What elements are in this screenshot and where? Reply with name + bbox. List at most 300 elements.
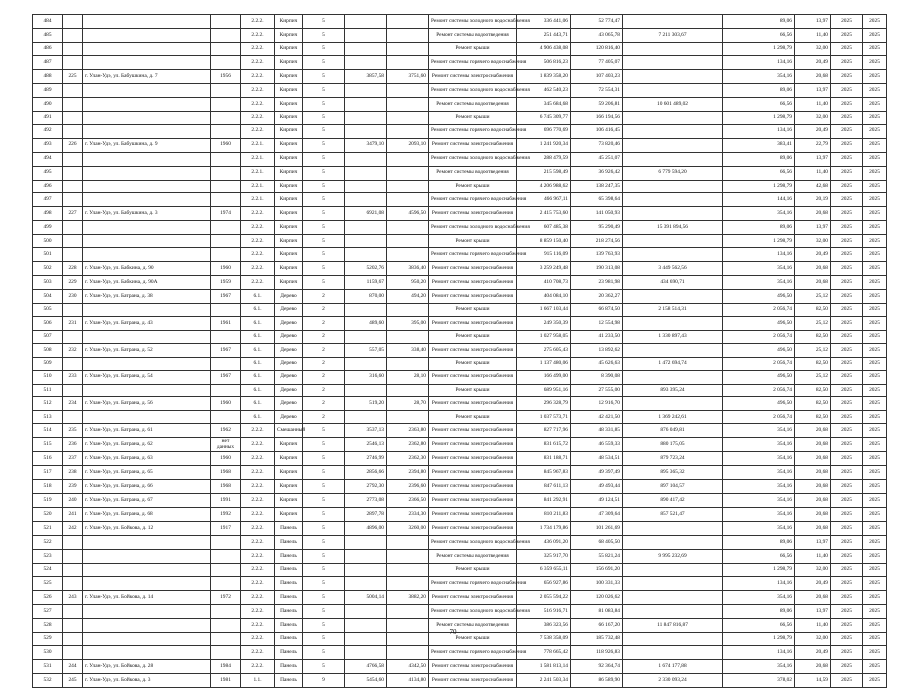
work-cost-cell: 656 927,86: [517, 576, 571, 590]
unit-control-cost-cell: 20,68: [795, 659, 831, 673]
total-area-cell: [345, 124, 387, 138]
unit-control-cost-cell: 13,97: [795, 221, 831, 235]
work-cost-cell: 827 717,96: [517, 424, 571, 438]
wall-material-cell: Дерево: [275, 290, 303, 304]
table-row: [33, 480, 887, 494]
house-total-cost-cell: 3 449 562,56: [623, 262, 723, 276]
total-area-cell: [345, 304, 387, 317]
floors-cell: 5: [303, 248, 345, 262]
unit-cost-cell: 2 056,74: [723, 411, 795, 424]
year-built-cell: [211, 550, 241, 564]
plan-start-year-cell: 2025: [831, 43, 863, 56]
total-area-cell: [345, 83, 387, 97]
house-total-cost-cell: 880 175,05: [623, 438, 723, 452]
house-total-cost-cell: 15 391 894,56: [623, 221, 723, 235]
plan-end-year-cell: 2025: [863, 330, 887, 343]
living-area-cell: 2093,10: [387, 138, 429, 152]
address-cell: [83, 43, 211, 56]
address-cell: [83, 645, 211, 659]
control-cost-cell: 86 589,90: [571, 673, 623, 687]
living-area-cell: 494,20: [387, 290, 429, 304]
house-total-cost-cell: [623, 343, 723, 357]
house-number-cell: 241: [63, 508, 83, 522]
work-cost-cell: 831 615,72: [517, 438, 571, 452]
unit-control-cost-cell: 82,50: [795, 411, 831, 424]
plan-end-year-cell: 2025: [863, 357, 887, 370]
address-cell: г. Улан-Удэ, ул. Батрана, д. 52: [83, 343, 211, 357]
house-number-cell: [63, 15, 83, 29]
year-built-cell: 1959: [211, 276, 241, 290]
year-built-cell: 1956: [211, 69, 241, 83]
living-area-cell: 4134,80: [387, 673, 429, 687]
row-number-cell: 502: [33, 262, 63, 276]
wall-material-cell: Кирпич: [275, 207, 303, 221]
table-row: [33, 262, 887, 276]
row-number-cell: 495: [33, 166, 63, 180]
wall-material-cell: Кирпич: [275, 276, 303, 290]
table-row: [33, 111, 887, 124]
living-area-cell: [387, 180, 429, 193]
house-total-cost-cell: [623, 645, 723, 659]
address-cell: [83, 536, 211, 550]
work-cost-cell: 845 967,83: [517, 466, 571, 480]
floors-cell: 2: [303, 304, 345, 317]
control-cost-cell: 107 403,23: [571, 69, 623, 83]
wall-material-cell: Кирпич: [275, 152, 303, 166]
unit-cost-cell: 1 298,79: [723, 235, 795, 248]
work-cost-cell: 336 441,06: [517, 15, 571, 29]
wall-material-cell: Кирпич: [275, 29, 303, 43]
address-cell: г. Улан-Удэ, ул. Бойкова, д. 3: [83, 673, 211, 687]
house-type-cell: 2.2.2.: [241, 276, 275, 290]
house-number-cell: [63, 604, 83, 618]
year-built-cell: [211, 564, 241, 577]
house-number-cell: [63, 180, 83, 193]
unit-control-cost-cell: 20,68: [795, 452, 831, 466]
unit-control-cost-cell: 82,50: [795, 304, 831, 317]
row-number-cell: 491: [33, 111, 63, 124]
floors-cell: 5: [303, 480, 345, 494]
plan-start-year-cell: 2025: [831, 618, 863, 632]
house-total-cost-cell: 895 365,32: [623, 466, 723, 480]
total-area-cell: 3857,58: [345, 69, 387, 83]
year-built-cell: [211, 357, 241, 370]
work-cost-cell: 466 967,11: [517, 193, 571, 207]
row-number-cell: 509: [33, 357, 63, 370]
plan-end-year-cell: 2025: [863, 397, 887, 411]
plan-end-year-cell: 2025: [863, 576, 887, 590]
unit-cost-cell: 354,16: [723, 494, 795, 508]
house-type-cell: 2.2.2.: [241, 69, 275, 83]
work-cost-cell: 7 538 358,09: [517, 632, 571, 645]
work-type-cell: Ремонт крыши: [429, 384, 517, 397]
unit-cost-cell: 134,16: [723, 645, 795, 659]
work-cost-cell: 915 116,09: [517, 248, 571, 262]
unit-cost-cell: 496,50: [723, 397, 795, 411]
house-number-cell: [63, 564, 83, 577]
work-cost-cell: 345 684,68: [517, 97, 571, 111]
house-total-cost-cell: [623, 370, 723, 384]
table-row: [33, 29, 887, 43]
house-type-cell: 2.2.2.: [241, 480, 275, 494]
house-total-cost-cell: [623, 124, 723, 138]
control-cost-cell: 118 926,83: [571, 645, 623, 659]
living-area-cell: 2394,80: [387, 466, 429, 480]
work-cost-cell: 2 415 753,60: [517, 207, 571, 221]
floors-cell: 2: [303, 411, 345, 424]
house-total-cost-cell: [623, 152, 723, 166]
work-cost-cell: 1 734 179,86: [517, 522, 571, 536]
plan-end-year-cell: 2025: [863, 124, 887, 138]
wall-material-cell: Кирпич: [275, 193, 303, 207]
plan-start-year-cell: 2025: [831, 124, 863, 138]
work-type-cell: Ремонт крыши: [429, 43, 517, 56]
control-cost-cell: 43 065,78: [571, 29, 623, 43]
address-cell: г. Улан-Удэ, ул. Батрана, д. 63: [83, 452, 211, 466]
address-cell: г. Улан-Удэ, ул. Батрана, д. 67: [83, 494, 211, 508]
plan-end-year-cell: 2025: [863, 111, 887, 124]
unit-cost-cell: 354,16: [723, 659, 795, 673]
house-type-cell: 2.2.2.: [241, 235, 275, 248]
total-area-cell: 5202,76: [345, 262, 387, 276]
control-cost-cell: 45 626,63: [571, 357, 623, 370]
work-type-cell: Ремонт системы водоотведения: [429, 618, 517, 632]
house-number-cell: 243: [63, 590, 83, 604]
plan-start-year-cell: 2025: [831, 330, 863, 343]
total-area-cell: [345, 357, 387, 370]
living-area-cell: [387, 235, 429, 248]
address-cell: г. Улан-Удэ, ул. Бойкова, д. 28: [83, 659, 211, 673]
house-number-cell: [63, 166, 83, 180]
house-total-cost-cell: 9 995 232,69: [623, 550, 723, 564]
row-number-cell: 488: [33, 69, 63, 83]
plan-end-year-cell: 2025: [863, 29, 887, 43]
address-cell: [83, 55, 211, 69]
living-area-cell: [387, 564, 429, 577]
address-cell: [83, 357, 211, 370]
living-area-cell: [387, 550, 429, 564]
row-number-cell: 520: [33, 508, 63, 522]
total-area-cell: [345, 43, 387, 56]
work-cost-cell: 516 916,71: [517, 604, 571, 618]
table-row: [33, 290, 887, 304]
floors-cell: 9: [303, 673, 345, 687]
plan-end-year-cell: 2025: [863, 466, 887, 480]
wall-material-cell: Кирпич: [275, 83, 303, 97]
floors-cell: 5: [303, 55, 345, 69]
house-number-cell: 237: [63, 452, 83, 466]
floors-cell: 2: [303, 357, 345, 370]
floors-cell: 5: [303, 180, 345, 193]
total-area-cell: 2773,08: [345, 494, 387, 508]
address-cell: г. Улан-Удэ, ул. Батрана, д. 62: [83, 438, 211, 452]
work-cost-cell: 831 188,71: [517, 452, 571, 466]
house-type-cell: 2.2.2.: [241, 83, 275, 97]
house-type-cell: 2.2.2.: [241, 564, 275, 577]
control-cost-cell: 218 274,56: [571, 235, 623, 248]
control-cost-cell: 12 916,70: [571, 397, 623, 411]
row-number-cell: 529: [33, 632, 63, 645]
address-cell: [83, 604, 211, 618]
living-area-cell: 2366,50: [387, 494, 429, 508]
floors-cell: 5: [303, 152, 345, 166]
address-cell: г. Улан-Удэ, ул. Батрана, д. 68: [83, 508, 211, 522]
work-cost-cell: 1 839 358,20: [517, 69, 571, 83]
plan-end-year-cell: 2025: [863, 384, 887, 397]
house-total-cost-cell: [623, 55, 723, 69]
address-cell: г. Улан-Удэ, ул. Батрана, д. 56: [83, 397, 211, 411]
house-type-cell: 2.2.2.: [241, 97, 275, 111]
unit-control-cost-cell: 82,50: [795, 357, 831, 370]
unit-control-cost-cell: 20,68: [795, 494, 831, 508]
address-cell: [83, 152, 211, 166]
address-cell: г. Улан-Удэ, ул. Бабкина, д. 90А: [83, 276, 211, 290]
floors-cell: 5: [303, 659, 345, 673]
plan-start-year-cell: 2025: [831, 494, 863, 508]
plan-end-year-cell: 2025: [863, 645, 887, 659]
living-area-cell: [387, 411, 429, 424]
unit-cost-cell: 2 056,74: [723, 357, 795, 370]
total-area-cell: 2746,99: [345, 452, 387, 466]
plan-start-year-cell: 2025: [831, 83, 863, 97]
living-area-cell: [387, 124, 429, 138]
house-type-cell: 1.1.: [241, 673, 275, 687]
control-cost-cell: 23 981,98: [571, 276, 623, 290]
floors-cell: 5: [303, 207, 345, 221]
house-number-cell: [63, 235, 83, 248]
floors-cell: 5: [303, 466, 345, 480]
plan-start-year-cell: 2025: [831, 248, 863, 262]
unit-cost-cell: 2 056,74: [723, 304, 795, 317]
work-type-cell: Ремонт системы электроснабжения: [429, 466, 517, 480]
living-area-cell: [387, 304, 429, 317]
floors-cell: 5: [303, 645, 345, 659]
year-built-cell: [211, 97, 241, 111]
house-type-cell: 2.2.2.: [241, 508, 275, 522]
plan-start-year-cell: 2025: [831, 166, 863, 180]
wall-material-cell: Панель: [275, 673, 303, 687]
unit-control-cost-cell: 20,68: [795, 590, 831, 604]
address-cell: [83, 330, 211, 343]
work-type-cell: Ремонт системы электроснабжения: [429, 494, 517, 508]
house-number-cell: 239: [63, 480, 83, 494]
plan-end-year-cell: 2025: [863, 564, 887, 577]
house-type-cell: 2.2.2.: [241, 207, 275, 221]
wall-material-cell: Кирпич: [275, 466, 303, 480]
house-number-cell: 228: [63, 262, 83, 276]
living-area-cell: 395,00: [387, 316, 429, 330]
floors-cell: 5: [303, 221, 345, 235]
year-built-cell: [211, 576, 241, 590]
unit-control-cost-cell: 20,68: [795, 438, 831, 452]
house-number-cell: [63, 111, 83, 124]
house-total-cost-cell: [623, 248, 723, 262]
plan-end-year-cell: 2025: [863, 97, 887, 111]
house-total-cost-cell: [623, 138, 723, 152]
control-cost-cell: 120 026,62: [571, 590, 623, 604]
year-built-cell: 1960: [211, 138, 241, 152]
plan-start-year-cell: 2025: [831, 590, 863, 604]
address-cell: г. Улан-Удэ, ул. Батрана, д. 65: [83, 466, 211, 480]
row-number-cell: 505: [33, 304, 63, 317]
wall-material-cell: Дерево: [275, 397, 303, 411]
year-built-cell: [211, 235, 241, 248]
unit-control-cost-cell: 14,59: [795, 673, 831, 687]
control-cost-cell: 12 554,98: [571, 316, 623, 330]
wall-material-cell: Дерево: [275, 384, 303, 397]
house-number-cell: 240: [63, 494, 83, 508]
work-cost-cell: 325 917,70: [517, 550, 571, 564]
year-built-cell: [211, 248, 241, 262]
unit-control-cost-cell: 13,97: [795, 152, 831, 166]
floors-cell: 5: [303, 522, 345, 536]
unit-cost-cell: 1 298,79: [723, 632, 795, 645]
work-type-cell: Ремонт системы холодного водоснабжения: [429, 83, 517, 97]
control-cost-cell: 81 083,84: [571, 604, 623, 618]
floors-cell: 2: [303, 343, 345, 357]
work-cost-cell: 462 540,23: [517, 83, 571, 97]
unit-control-cost-cell: 20,68: [795, 276, 831, 290]
address-cell: [83, 304, 211, 317]
control-cost-cell: 20 362,27: [571, 290, 623, 304]
control-cost-cell: 45 251,07: [571, 152, 623, 166]
floors-cell: 5: [303, 166, 345, 180]
total-area-cell: 316,60: [345, 370, 387, 384]
work-type-cell: Ремонт системы электроснабжения: [429, 452, 517, 466]
unit-cost-cell: 66,56: [723, 550, 795, 564]
plan-end-year-cell: 2025: [863, 316, 887, 330]
address-cell: [83, 248, 211, 262]
wall-material-cell: Кирпич: [275, 438, 303, 452]
total-area-cell: 2792,30: [345, 480, 387, 494]
table-row: [33, 357, 887, 370]
wall-material-cell: Кирпич: [275, 180, 303, 193]
house-total-cost-cell: [623, 604, 723, 618]
work-cost-cell: 1 667 103,44: [517, 304, 571, 317]
house-number-cell: 230: [63, 290, 83, 304]
year-built-cell: [211, 384, 241, 397]
total-area-cell: 6921,08: [345, 207, 387, 221]
wall-material-cell: Панель: [275, 590, 303, 604]
house-type-cell: 2.2.1.: [241, 138, 275, 152]
wall-material-cell: Кирпич: [275, 69, 303, 83]
house-number-cell: 236: [63, 438, 83, 452]
unit-cost-cell: 378,02: [723, 673, 795, 687]
year-built-cell: 1967: [211, 370, 241, 384]
table-row: [33, 604, 887, 618]
work-type-cell: Ремонт системы электроснабжения: [429, 276, 517, 290]
total-area-cell: [345, 550, 387, 564]
house-total-cost-cell: 879 723,24: [623, 452, 723, 466]
house-number-cell: [63, 152, 83, 166]
work-type-cell: Ремонт системы электроснабжения: [429, 262, 517, 276]
total-area-cell: [345, 384, 387, 397]
year-built-cell: [211, 152, 241, 166]
work-type-cell: Ремонт крыши: [429, 632, 517, 645]
house-number-cell: [63, 411, 83, 424]
plan-end-year-cell: 2025: [863, 138, 887, 152]
house-type-cell: 6.1.: [241, 357, 275, 370]
plan-end-year-cell: 2025: [863, 15, 887, 29]
house-type-cell: 2.2.2.: [241, 262, 275, 276]
year-built-cell: [211, 29, 241, 43]
house-total-cost-cell: 857 521,47: [623, 508, 723, 522]
row-number-cell: 487: [33, 55, 63, 69]
control-cost-cell: 68 405,50: [571, 536, 623, 550]
house-number-cell: 225: [63, 69, 83, 83]
plan-start-year-cell: 2025: [831, 343, 863, 357]
house-total-cost-cell: [623, 536, 723, 550]
work-cost-cell: 841 292,91: [517, 494, 571, 508]
work-type-cell: Ремонт системы водоотведения: [429, 166, 517, 180]
plan-end-year-cell: 2025: [863, 83, 887, 97]
house-type-cell: 2.2.2.: [241, 550, 275, 564]
control-cost-cell: 156 691,20: [571, 564, 623, 577]
unit-control-cost-cell: 20,49: [795, 248, 831, 262]
plan-end-year-cell: 2025: [863, 424, 887, 438]
living-area-cell: 2396,60: [387, 480, 429, 494]
table-row: [33, 316, 887, 330]
work-type-cell: Ремонт крыши: [429, 357, 517, 370]
table-row: [33, 304, 887, 317]
row-number-cell: 525: [33, 576, 63, 590]
house-type-cell: 2.2.1.: [241, 152, 275, 166]
row-number-cell: 519: [33, 494, 63, 508]
house-total-cost-cell: 11 847 816,87: [623, 618, 723, 632]
address-cell: [83, 111, 211, 124]
work-type-cell: Ремонт системы электроснабжения: [429, 138, 517, 152]
wall-material-cell: Панель: [275, 604, 303, 618]
wall-material-cell: Панель: [275, 576, 303, 590]
house-type-cell: 2.2.2.: [241, 111, 275, 124]
row-number-cell: 521: [33, 522, 63, 536]
wall-material-cell: Кирпич: [275, 124, 303, 138]
plan-end-year-cell: 2025: [863, 276, 887, 290]
work-cost-cell: 288 479,59: [517, 152, 571, 166]
work-type-cell: Ремонт системы электроснабжения: [429, 397, 517, 411]
living-area-cell: 4342,50: [387, 659, 429, 673]
table-row: [33, 508, 887, 522]
house-number-cell: 234: [63, 397, 83, 411]
house-total-cost-cell: [623, 111, 723, 124]
floors-cell: 5: [303, 83, 345, 97]
year-built-cell: [211, 304, 241, 317]
house-type-cell: 2.2.1.: [241, 193, 275, 207]
house-number-cell: [63, 43, 83, 56]
control-cost-cell: 46 559,33: [571, 438, 623, 452]
table-row: [33, 411, 887, 424]
control-cost-cell: 42 421,50: [571, 411, 623, 424]
total-area-cell: [345, 180, 387, 193]
work-type-cell: Ремонт крыши: [429, 564, 517, 577]
unit-control-cost-cell: 25,12: [795, 343, 831, 357]
house-total-cost-cell: [623, 235, 723, 248]
unit-control-cost-cell: 32,00: [795, 235, 831, 248]
floors-cell: 5: [303, 618, 345, 632]
row-number-cell: 528: [33, 618, 63, 632]
house-number-cell: [63, 248, 83, 262]
wall-material-cell: Панель: [275, 550, 303, 564]
living-area-cell: 3751,60: [387, 69, 429, 83]
year-built-cell: [211, 124, 241, 138]
total-area-cell: [345, 111, 387, 124]
plan-end-year-cell: 2025: [863, 494, 887, 508]
floors-cell: 5: [303, 590, 345, 604]
address-cell: [83, 83, 211, 97]
table-row: [33, 193, 887, 207]
house-type-cell: 2.2.2.: [241, 576, 275, 590]
work-cost-cell: 4 206 988,62: [517, 180, 571, 193]
